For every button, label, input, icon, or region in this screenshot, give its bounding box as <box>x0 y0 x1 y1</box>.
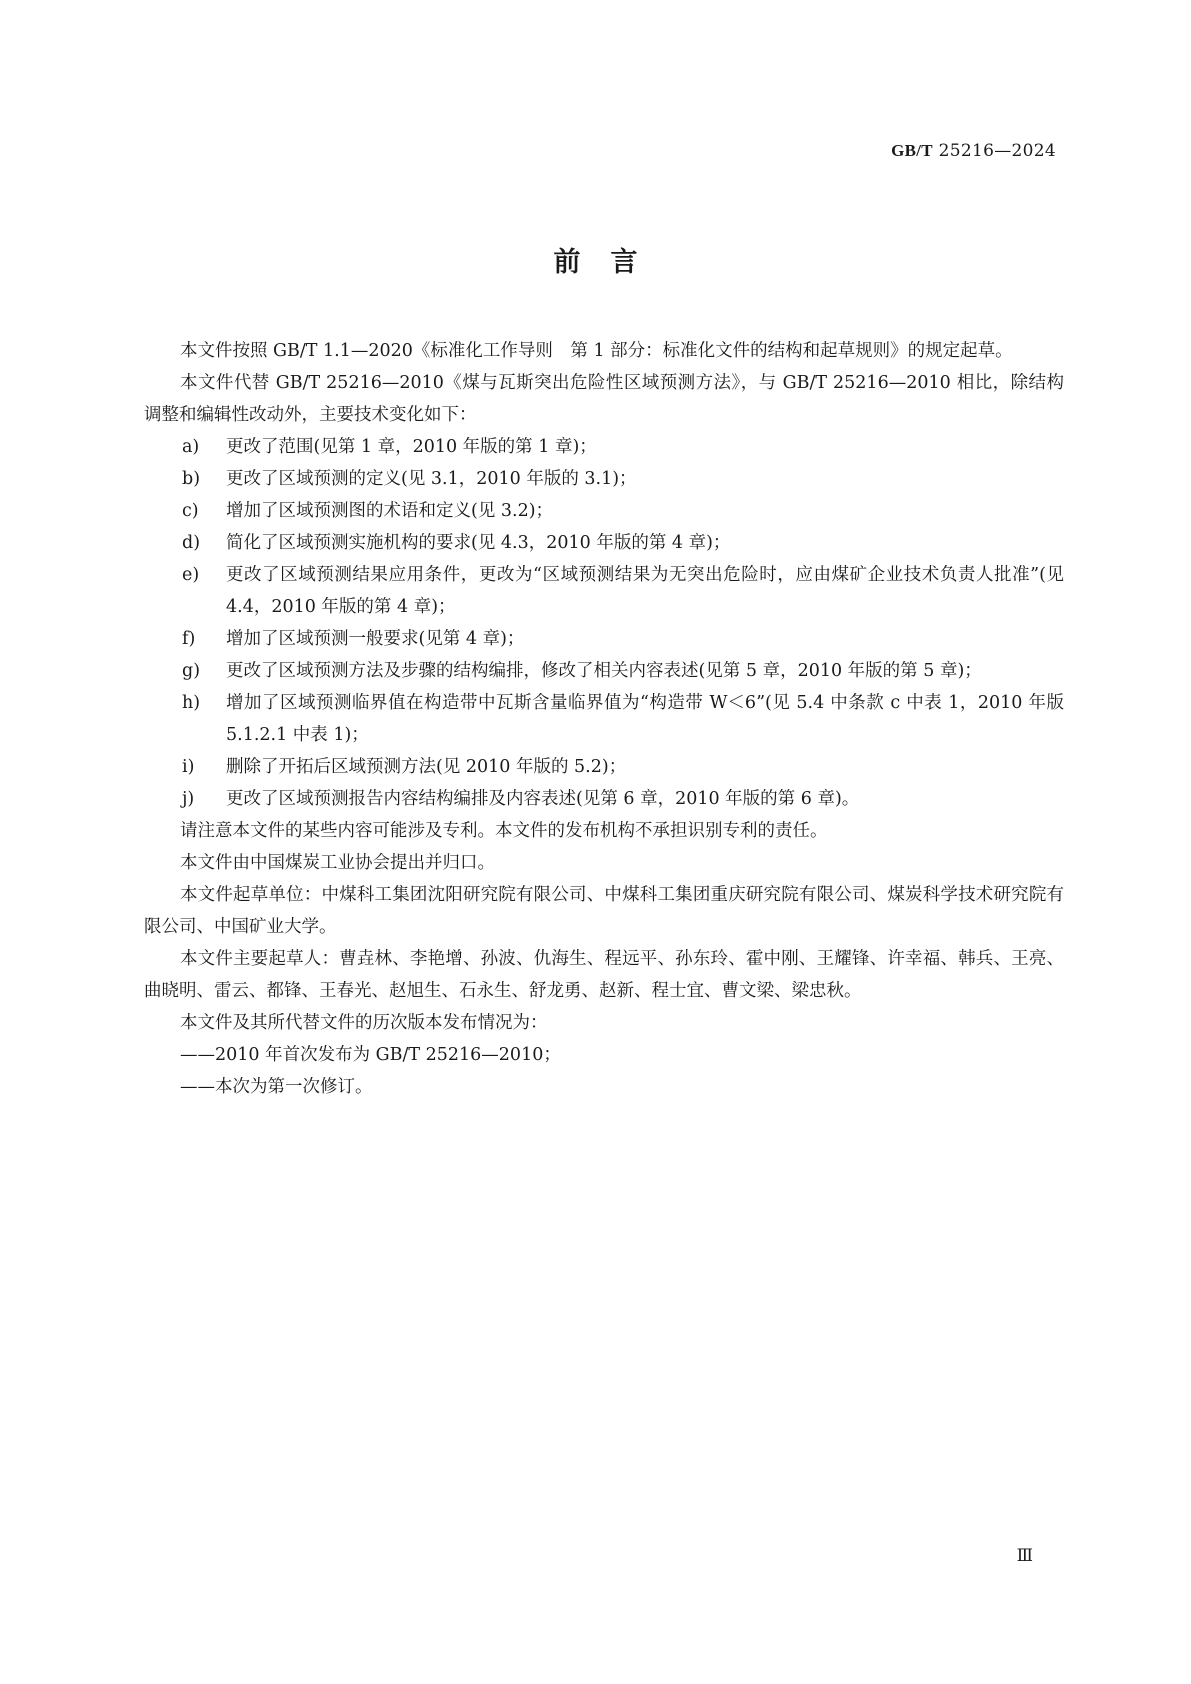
list-item-label: a) <box>182 437 200 457</box>
list-item <box>144 495 1064 527</box>
list-item <box>144 783 1064 815</box>
list-item-label: j) <box>182 789 195 809</box>
paragraph-proposer: 本文件由中国煤炭工业协会提出并归口。 <box>180 853 495 873</box>
list-item <box>144 527 1064 559</box>
history-item: ——2010 年首次发布为 GB/T 25216—2010； <box>180 1045 561 1065</box>
paragraph-history-intro: 本文件及其所代替文件的历次版本发布情况为： <box>180 1013 548 1033</box>
list-item-label: h) <box>182 693 201 713</box>
list-item <box>144 687 1064 751</box>
paragraph-drafting-units: 本文件起草单位：中煤科工集团沈阳研究院有限公司、中煤科工集团重庆研究院有限公司、煤炭科学技术研究院有限公司、中国矿业大学。 <box>144 885 1064 937</box>
list-item <box>144 751 1064 783</box>
list-item-label: e) <box>182 565 200 585</box>
list-item-label: c) <box>182 501 199 521</box>
list-item-text: 简化了区域预测实施机构的要求(见 4.3，2010 年版的第 4 章)； <box>226 533 731 553</box>
list-item-text: 更改了区域预测报告内容结构编排及内容表述(见第 6 章，2010 年版的第 6 章)。 <box>226 789 860 809</box>
list-item-text: 更改了区域预测的定义(见 3.1，2010 年版的 3.1)； <box>226 469 637 489</box>
list-item <box>144 463 1064 495</box>
list-item <box>144 623 1064 655</box>
foreword-body <box>144 335 1064 1103</box>
standard-prefix: GB/T <box>891 141 933 160</box>
list-item <box>144 431 1064 463</box>
list-item-text: 更改了区域预测结果应用条件，更改为“区域预测结果为无突出危险时，应由煤矿企业技术负责人批准”(见 4.4，2010 年版的第 4 章)； <box>226 565 1064 617</box>
changes-list <box>144 431 1064 815</box>
list-item-label: d) <box>182 533 201 553</box>
list-item-label: b) <box>182 469 201 489</box>
list-item-text: 增加了区域预测一般要求(见第 4 章)； <box>226 629 525 649</box>
paragraph-drafting-rules: 本文件按照 GB/T 1.1—2020《标准化工作导则 第 1 部分：标准化文件的结构和起草规则》的规定起草。 <box>180 341 1013 361</box>
paragraph-drafters: 本文件主要起草人：曹垚林、李艳增、孙波、仇海生、程远平、孙东玲、霍中刚、王耀锋、许幸福、韩兵、王亮、曲晓明、雷云、都锋、王春光、赵旭生、石永生、舒龙勇、赵新、程士宜、曹文梁、梁忠秋。 <box>144 949 1064 1001</box>
page-title: 前言 <box>553 247 668 278</box>
paragraph-replacement: 本文件代替 GB/T 25216—2010《煤与瓦斯突出危险性区域预测方法》，与 GB/T 25216—2010 相比，除结构调整和编辑性改动外，主要技术变化如下： <box>144 373 1064 425</box>
standard-code <box>891 141 1056 161</box>
standard-number: 25216—2024 <box>938 141 1056 161</box>
history-item: ——本次为第一次修订。 <box>180 1077 373 1097</box>
list-item-text: 增加了区域预测图的术语和定义(见 3.2)； <box>226 501 554 521</box>
list-item-text: 更改了范围(见第 1 章，2010 年版的第 1 章)； <box>226 437 597 457</box>
list-item-text: 更改了区域预测方法及步骤的结构编排，修改了相关内容表述(见第 5 章，2010 年版的第 5 章)； <box>226 661 982 681</box>
list-item-label: i) <box>182 757 195 777</box>
page-number: Ⅲ <box>1016 1546 1033 1566</box>
paragraph-patent-notice: 请注意本文件的某些内容可能涉及专利。本文件的发布机构不承担识别专利的责任。 <box>180 821 828 841</box>
list-item-text: 增加了区域预测临界值在构造带中瓦斯含量临界值为“构造带 W＜6”(见 5.4 中条款 c 中表 1，2010 年版 5.1.2.1 中表 1)； <box>226 693 1064 745</box>
list-item <box>144 655 1064 687</box>
list-item-label: g) <box>182 661 201 681</box>
list-item <box>144 559 1064 623</box>
list-item-label: f) <box>182 629 196 649</box>
list-item-text: 删除了开拓后区域预测方法(见 2010 年版的 5.2)； <box>226 757 627 777</box>
